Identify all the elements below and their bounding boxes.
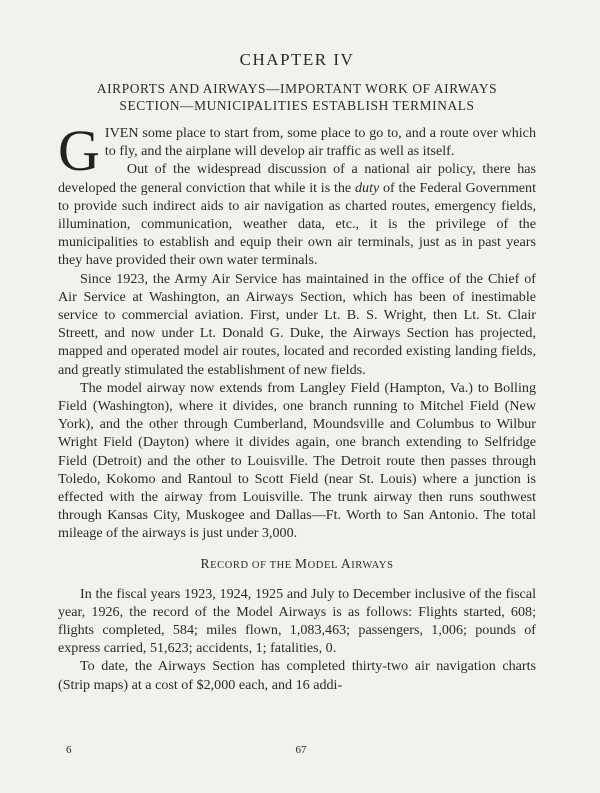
chapter-title: CHAPTER IV	[239, 50, 355, 69]
section-heading	[58, 556, 536, 572]
heading-smallcaps-1: ECORD OF THE	[210, 559, 295, 571]
paragraph-2	[58, 160, 536, 269]
paragraph-2-emphasis: duty	[354, 179, 380, 196]
paragraph-4: The model airway now extends from Langley Field (Hampton, Va.) to Bolling Field (Washington), where it divides, one branch running to Mitchel Field (New York), and the other through Cumberland, Moundsville and Columbus to Wilbur Wright Field (Dayton) where it divides again, one branch extending to Selfridge Field (Detroit) and the other to Louisville. The Detroit route then passes through Toledo, Kokomo and Rantoul to Scott Field (near St. Louis) where a junction is effected with the airway from Louisville. The trunk airway then runs southwest through Kansas City, Muskogee and Dallas—Ft. Worth to San Antonio. The total mileage of the airways is just under 3,000.	[58, 379, 536, 542]
paragraph-1-text: IVEN some place to start from, some place to go to, and a route over which to fly, and the airplane will develop air traffic as well as itself.	[104, 125, 536, 160]
chapter-subtitle	[58, 80, 536, 114]
page-number: 67	[295, 744, 307, 756]
signature-mark: 6	[66, 744, 72, 756]
heading-cap-2: M	[295, 555, 308, 571]
drop-cap: G	[58, 118, 100, 183]
page-footer	[66, 744, 536, 758]
heading-cap-3: A	[340, 555, 352, 571]
heading-smallcaps-2: ODEL	[307, 559, 341, 571]
chapter-body	[58, 118, 536, 694]
heading-cap-1: R	[200, 555, 211, 571]
paragraph-5: In the fiscal years 1923, 1924, 1925 and July to December inclusive of the fiscal year, 1926, the record of the Model Airways is as follows: Flights started, 608; flights completed, 584; miles flown, 1,083,463; passengers, 1,006; pounds of express carried, 51,623; accidents, 1; fatalities, 0.	[58, 585, 536, 657]
paragraph-2-text-b: of the Federal Government to provide such indirect aids to air navigation as charted routes, emergency fields, illumination, communication, weather data, etc., it is the privilege of the municipalities to establish and equip their own air terminals, just as in past years they have provided their own water terminals.	[58, 179, 536, 269]
paragraph-3: Since 1923, the Army Air Service has maintained in the office of the Chief of Air Service at Washington, an Airways Section, which has been of inestimable service to commercial aviation. First, under Lt. B. S. Wright, then Lt. St. Clair Streett, and now under Lt. Donald G. Duke, the Airways Section has projected, mapped and operated model air routes, located and recorded existing landing fields, and greatly stimulated the establishment of new fields.	[58, 270, 536, 378]
subtitle-line-2: SECTION—MUNICIPALITIES ESTABLISH TERMINALS	[119, 98, 475, 113]
subtitle-line-1: AIRPORTS AND AIRWAYS—IMPORTANT WORK OF AIRWAYS	[96, 81, 498, 96]
paragraph-6: To date, the Airways Section has completed thirty-two air navigation charts (Strip maps) at a cost of $2,000 each, and 16 addi-	[58, 658, 536, 693]
heading-smallcaps-3: IRWAYS	[351, 559, 394, 571]
paragraph-2-text-a: Out of the widespread discussion of a national air policy, there has developed the general conviction that while it is the	[58, 161, 536, 196]
